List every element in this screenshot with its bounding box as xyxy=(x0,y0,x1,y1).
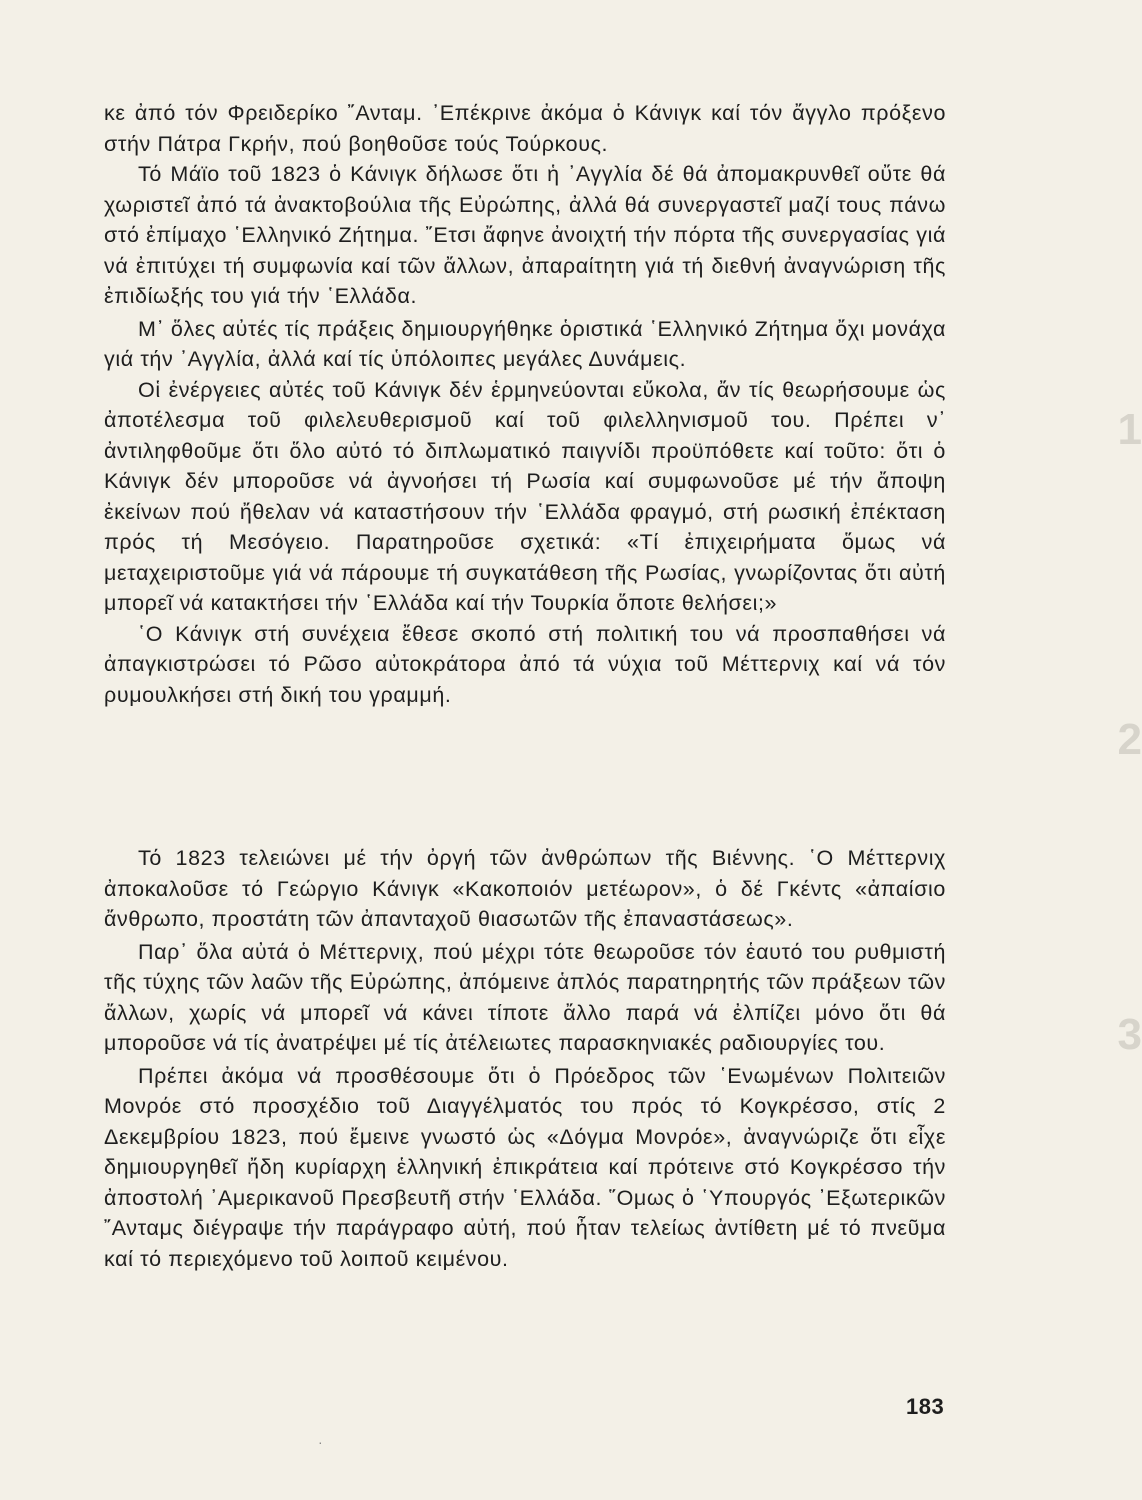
text-section-bottom xyxy=(104,843,946,1274)
paragraph: Πρέπει ἀκόμα νά προσθέσουμε ὅτι ὁ Πρόεδρος τῶν ῾Ενωμένων Πολιτειῶν Μονρόε στό προσχέδιο τοῦ Διαγγέλματός του πρός τό Κογκρέσσο, στίς 2 Δεκεμβρίου 1823, πού ἔμεινε γνωστό ὡς «Δόγμα Μονρόε», ἀναγνώριζε ὅτι εἶχε δημιουργηθεῖ ἤδη κυρίαρχη ἑλληνική ἐπικράτεια καί πρότεινε στό Κογκρέσσο τήν ἀποστολή ᾿Αμερικανοῦ Πρεσβευτῆ στήν ῾Ελλάδα. ῞Ομως ὁ ῾Υπουργός ᾿Εξωτερικῶν ῎Ανταμς διέγραψε τήν παράγραφο αὐτή, πού ἦταν τελείως ἀντίθετη μέ τό πνεῦμα καί τό περιεχόμενο τοῦ λοιποῦ κειμένου. xyxy=(104,1063,946,1271)
paragraph: Οἱ ἐνέργειες αὐτές τοῦ Κάνιγκ δέν ἑρμηνεύονται εὔκολα, ἄν τίς θεωρήσουμε ὡς ἀποτέλεσμα τοῦ φιλελευθερισμοῦ καί τοῦ φιλελληνισμοῦ του. Πρέπει ν᾿ ἀντιληφθοῦμε ὅτι ὅλο αὐτό τό διπλωματικό παιγνίδι προϋπόθετε καί τοῦτο: ὅτι ὁ Κάνιγκ δέν μποροῦσε νά ἀγνοήσει τή Ρωσία καί συμφωνοῦσε μέ τήν ἄποψη ἐκείνων πού ἤθελαν νά καταστήσουν τήν ῾Ελλάδα φραγμό, στή ρωσική ἐπέκταση πρός τή Μεσόγειο. Παρατηροῦσε σχετικά: «Τί ἐπιχειρήματα ὅμως νά μεταχειριστοῦμε γιά νά πάρουμε τή συγκατάθεση τῆς Ρωσίας, γνωρίζοντας ὅτι αὐτή μπορεῖ νά κατακτήσει τήν ῾Ελλάδα καί τήν Τουρκία ὅποτε θελήσει;» xyxy=(104,377,946,615)
bleed-through-number: 1 xyxy=(1117,405,1142,454)
text-section-top xyxy=(104,98,946,710)
paragraph: Παρ᾿ ὅλα αὐτά ὁ Μέττερνιχ, πού μέχρι τότε θεωροῦσε τόν ἑαυτό του ρυθμιστή τῆς τύχης τῶν λαῶν τῆς Εὐρώπης, ἀπόμεινε ἁπλός παρατηρητής τῶν πράξεων τῶν ἄλλων, χωρίς νά μπορεῖ νά κάνει τίποτε ἄλλο παρά νά ἐλπίζει μόνο ὅτι θά μποροῦσε νά τίς ἀνατρέψει μέ τίς ἀτέλειωτες παρασκηνιακές ραδιουργίες του. xyxy=(104,939,946,1055)
bleed-through-number: 2 xyxy=(1117,715,1142,764)
bleed-through-number: 3 xyxy=(1117,1010,1142,1059)
paragraph: Μ᾿ ὅλες αὐτές τίς πράξεις δημιουργήθηκε ὁριστικά ῾Ελληνικό Ζήτημα ὄχι μονάχα γιά τήν ᾿Αγγλία, ἀλλά καί τίς ὑπόλοιπες μεγάλες Δυνάμεις. xyxy=(104,316,946,371)
paragraph-continuation: κε ἀπό τόν Φρειδερίκο ῎Ανταμ. ᾿Επέκρινε ἀκόμα ὁ Κάνιγκ καί τόν ἄγγλο πρόξενο στήν Πάτρα Γκρήν, πού βοηθοῦσε τούς Τούρκους. xyxy=(104,101,946,156)
paragraph: Τό Μάϊο τοῦ 1823 ὁ Κάνιγκ δήλωσε ὅτι ἡ ᾿Αγγλία δέ θά ἀπομακρυνθεῖ οὔτε θά χωριστεῖ ἀπό τά ἀνακτοβούλια τῆς Εὐρώπης, ἀλλά θά συνεργαστεῖ μαζί τους πάνω στό ἐπίμαχο ῾Ελληνικό Ζήτημα. ῎Ετσι ἄφηνε ἀνοιχτή τήν πόρτα τῆς συνεργασίας γιά νά ἐπιτύχει τή συμφωνία καί τῶν ἄλλων, ἀπαραίτητη γιά τή διεθνή ἀναγνώριση τῆς ἐπιδίωξής του γιά τήν ῾Ελλάδα. xyxy=(104,162,946,308)
page-number: 183 xyxy=(906,1394,945,1419)
paragraph: ῾Ο Κάνιγκ στή συνέχεια ἔθεσε σκοπό στή πολιτική του νά προσπαθήσει νά ἀπαγκιστρώσει τό Ρῶσο αὐτοκράτορα ἀπό τά νύχια τοῦ Μέττερνιχ καί νά τόν ρυμουλκήσει στή δική του γραμμή. xyxy=(104,621,946,707)
paragraph: Τό 1823 τελειώνει μέ τήν ὀργή τῶν ἀνθρώπων τῆς Βιέννης. ῾Ο Μέττερνιχ ἀποκαλοῦσε τό Γεώργιο Κάνιγκ «Κακοποιόν μετέωρον», ὁ δέ Γκέντς «ἀπαίσιο ἄνθρωπο, προστάτη τῶν ἀπανταχοῦ θιασωτῶν τῆς ἐπαναστάσεως». xyxy=(104,846,946,931)
print-speck: · xyxy=(318,1434,323,1450)
